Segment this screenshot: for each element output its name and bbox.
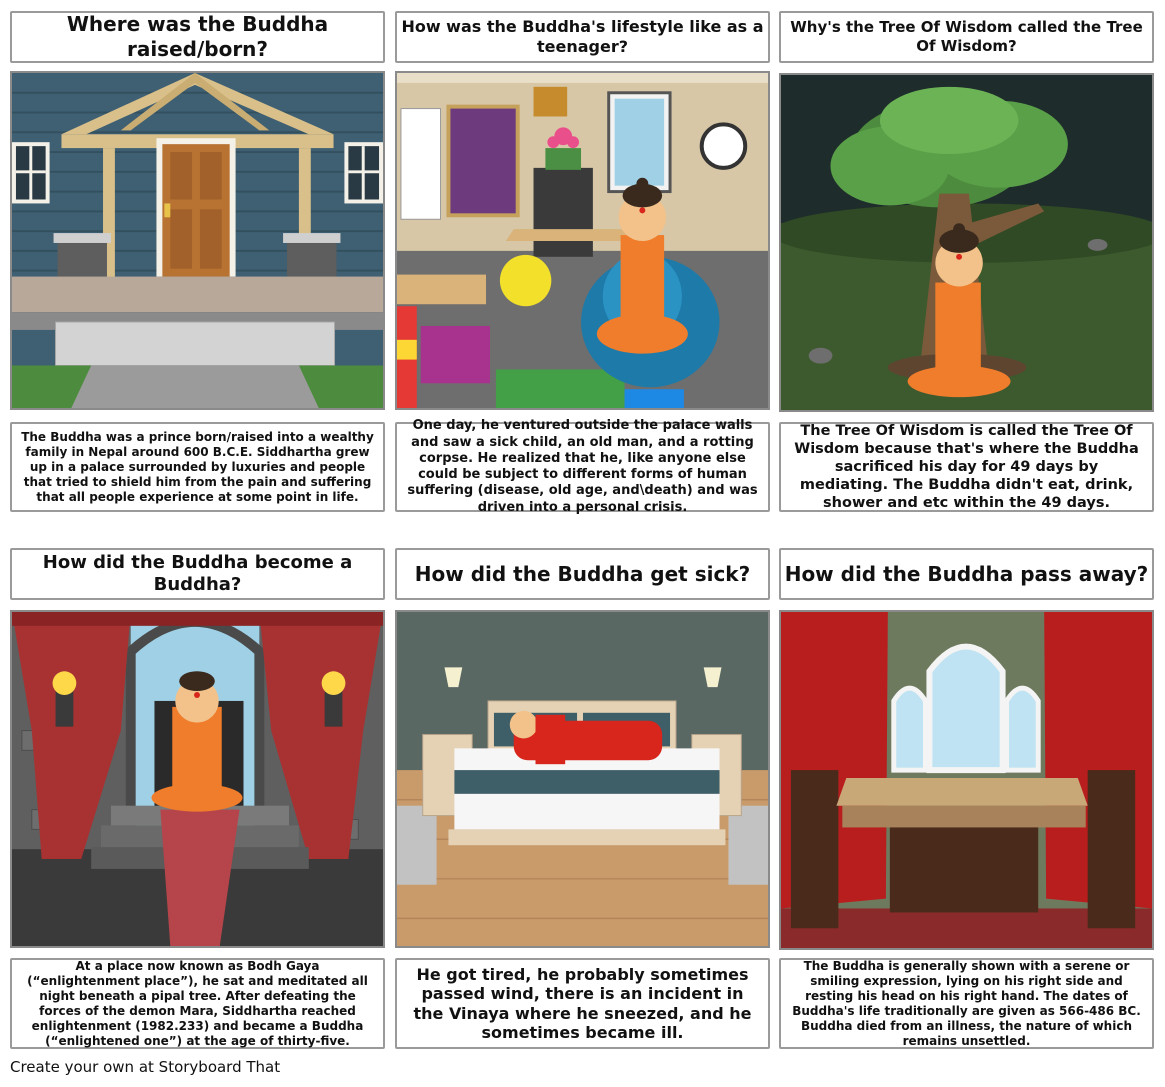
panel-1-scene: [10, 71, 385, 410]
panel-1-description-text: The Buddha was a prince born/raised into a wealthy family in Nepal around 600 B.C.E. Siddhartha grew up in a palace surrounded by luxuries and people that tried to shield him from the pain and suffering that all people experience at some point in life.: [21, 429, 374, 504]
panel-6-title: [779, 548, 1154, 600]
classroom-illustration: [397, 73, 768, 408]
panel-3-scene: [779, 73, 1154, 412]
panel-3-description-text: The Tree Of Wisdom is called the Tree Of Wisdom because that's where the Buddha sacrificed his day for 49 days by mediating. The Buddha didn't eat, drink, shower and etc within the 49 days.: [794, 422, 1139, 512]
panel-3-description: [779, 422, 1154, 512]
storyboard-that-credit[interactable]: [10, 1058, 280, 1076]
panel-4-title: [10, 548, 385, 600]
panel-2-title-text: How was the Buddha's lifestyle like as a teenager?: [401, 17, 764, 56]
panel-2-scene: [395, 71, 770, 410]
panel-2-description-text: One day, he ventured outside the palace walls and saw a sick child, an old man, and a rotting corpse. He realized that he, like anyone else could be subject to different forms of human suffering (disease, old age, and\death) and was driven into a personal crisis.: [407, 418, 758, 515]
panel-5-title-text: How did the Buddha get sick?: [414, 561, 751, 586]
panel-6-description: [779, 958, 1154, 1049]
house-illustration: [12, 73, 383, 408]
throne-room-illustration: [12, 612, 383, 946]
panel-1-description: [10, 422, 385, 512]
panel-6-scene: [779, 610, 1154, 950]
panel-4-description-text: At a place now known as Bodh Gaya (“enlightenment place”), he sat and meditated all night beneath a pipal tree. After defeating the forces of the demon Mara, Siddhartha reached enlightenment (1982.233) and became a Buddha (“enlightened one”) at the age of thirty-five.: [27, 958, 368, 1048]
panel-4-description: [10, 958, 385, 1049]
bedroom-illustration: [397, 612, 768, 946]
panel-2-title: [395, 11, 770, 63]
panel-5-description: [395, 958, 770, 1049]
panel-6-title-text: How did the Buddha pass away?: [784, 561, 1149, 586]
panel-4-scene: [10, 610, 385, 948]
panel-1-title: [10, 11, 385, 63]
panel-5-scene: [395, 610, 770, 948]
panel-3-title-text: Why's the Tree Of Wisdom called the Tree Of Wisdom?: [790, 18, 1143, 55]
footer-text[interactable]: Create your own at Storyboard That: [10, 1058, 281, 1076]
panel-6-description-text: The Buddha is generally shown with a serene or smiling expression, lying on his right side and resting his head on his right hand. The dates of Buddha's life traditionally are given as 566-486 BC. Buddha died from an illness, the nature of which remains unsettled.: [792, 958, 1141, 1048]
panel-1-title-text: Where was the Buddha raised/born?: [66, 12, 329, 61]
chapel-illustration: [781, 612, 1152, 948]
panel-4-title-text: How did the Buddha become a Buddha?: [42, 551, 353, 595]
tree-illustration: [781, 75, 1152, 410]
panel-5-description-text: He got tired, he probably sometimes passed wind, there is an incident in the Vinaya where he sneezed, and he sometimes became ill.: [413, 965, 752, 1042]
panel-2-description: [395, 418, 770, 515]
panel-3-title: [779, 11, 1154, 63]
panel-5-title: [395, 548, 770, 600]
